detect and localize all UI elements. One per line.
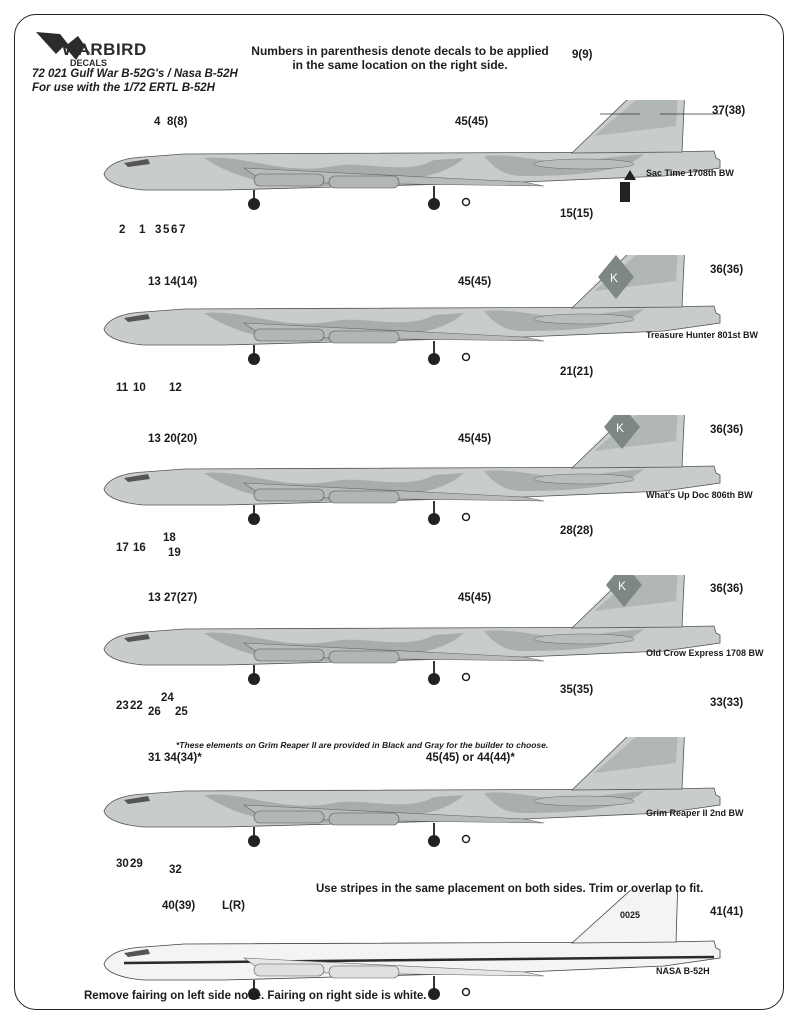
label-nose-top: 13 20(20) <box>148 433 198 445</box>
top-note: Numbers in parenthesis denote decals to be applied in the same location on the right side. <box>251 44 549 72</box>
svg-text:K: K <box>616 421 625 435</box>
aircraft-grim-reaper-ii <box>0 737 800 857</box>
label-bottom: 26 <box>148 706 161 718</box>
label-bottom: 23 <box>116 700 129 712</box>
label-bottom: 24 <box>161 692 174 704</box>
aircraft-sac-time <box>0 100 800 220</box>
svg-text:K: K <box>618 579 627 593</box>
nasa-tail-number: 0025 <box>620 910 641 920</box>
label-nose-top-b: 8(8) <box>167 116 188 128</box>
label-tail-art: 36(36) <box>710 424 744 436</box>
aircraft-caption: NASA B-52H <box>656 966 710 976</box>
label-bottom: 32 <box>169 864 182 876</box>
label-tail-art: 36(36) <box>710 583 744 595</box>
footer-note: Remove fairing on left side nose. Fairing on right side is white. <box>84 990 427 1002</box>
brand-sub: DECALS <box>70 58 108 68</box>
aircraft-caption: Treasure Hunter 801st BW <box>646 330 759 340</box>
label-bottom: 2 <box>119 224 126 236</box>
label-bottom: 22 <box>130 700 143 712</box>
header-kit: For use with the 1/72 ERTL B-52H <box>32 82 215 94</box>
label-nose-top-b: L(R) <box>222 900 245 912</box>
nasa-stripe-note: Use stripes in the same placement on both sides. Trim or overlap to fit. <box>316 883 704 895</box>
header-product: 72 021 Gulf War B-52G's / Nasa B-52H <box>32 68 238 80</box>
label-tail: 9(9) <box>572 49 593 61</box>
aircraft-caption: Grim Reaper II 2nd BW <box>646 808 744 818</box>
aircraft-caption: Sac Time 1708th BW <box>646 168 734 178</box>
label-bottom: 16 <box>133 542 146 554</box>
label-bottom: 3 <box>155 224 162 236</box>
label-bottom: 17 <box>116 542 129 554</box>
label-bottom: 11 <box>116 382 129 394</box>
label-nose-top-a: 40(39) <box>162 900 196 912</box>
aircraft-caption: Old Crow Express 1708 BW <box>646 648 764 658</box>
label-bottom: 18 <box>163 532 176 544</box>
label-tail: 15(15) <box>560 208 594 220</box>
svg-text:K: K <box>610 271 619 285</box>
label-fuselage: 45(45) <box>455 116 489 128</box>
label-nose-top: 31 34(34)* <box>148 752 202 764</box>
grim-reaper-note: *These elements on Grim Reaper II are provided in Black and Gray for the builder to choose. <box>176 740 549 750</box>
label-nose-top: 13 27(27) <box>148 592 198 604</box>
aircraft-whats-up-doc <box>0 415 800 535</box>
label-bottom: 29 <box>130 858 143 870</box>
label-tail: 41(41) <box>710 906 744 918</box>
label-bottom: 30 <box>116 858 129 870</box>
label-tail-art: 33(33) <box>710 697 744 709</box>
label-bottom: 10 <box>133 382 146 394</box>
label-bottom: 1 <box>139 224 146 236</box>
label-nose-top-a: 4 <box>154 116 161 128</box>
label-tail-art: 36(36) <box>710 264 744 276</box>
label-bottom: 12 <box>169 382 182 394</box>
label-tail: 28(28) <box>560 525 594 537</box>
label-fuselage: 45(45) <box>458 433 492 445</box>
label-bottom: 19 <box>168 547 181 559</box>
label-fuselage: 45(45) or 44(44)* <box>426 752 515 764</box>
label-tail: 35(35) <box>560 684 594 696</box>
label-bottom: 7 <box>179 224 186 236</box>
label-tail: 21(21) <box>560 366 594 378</box>
label-nose-top: 13 14(14) <box>148 276 198 288</box>
label-fuselage: 45(45) <box>458 276 492 288</box>
label-bottom: 25 <box>175 706 188 718</box>
label-fuselage: 45(45) <box>458 592 492 604</box>
brand-name: WARBIRD <box>62 40 147 59</box>
aircraft-treasure-hunter <box>0 255 800 375</box>
label-tail-art: 37(38) <box>712 105 746 117</box>
aircraft-old-crow-express <box>0 575 800 695</box>
label-bottom: 5 <box>163 224 170 236</box>
aircraft-caption: What's Up Doc 806th BW <box>646 490 753 500</box>
label-bottom: 6 <box>171 224 178 236</box>
